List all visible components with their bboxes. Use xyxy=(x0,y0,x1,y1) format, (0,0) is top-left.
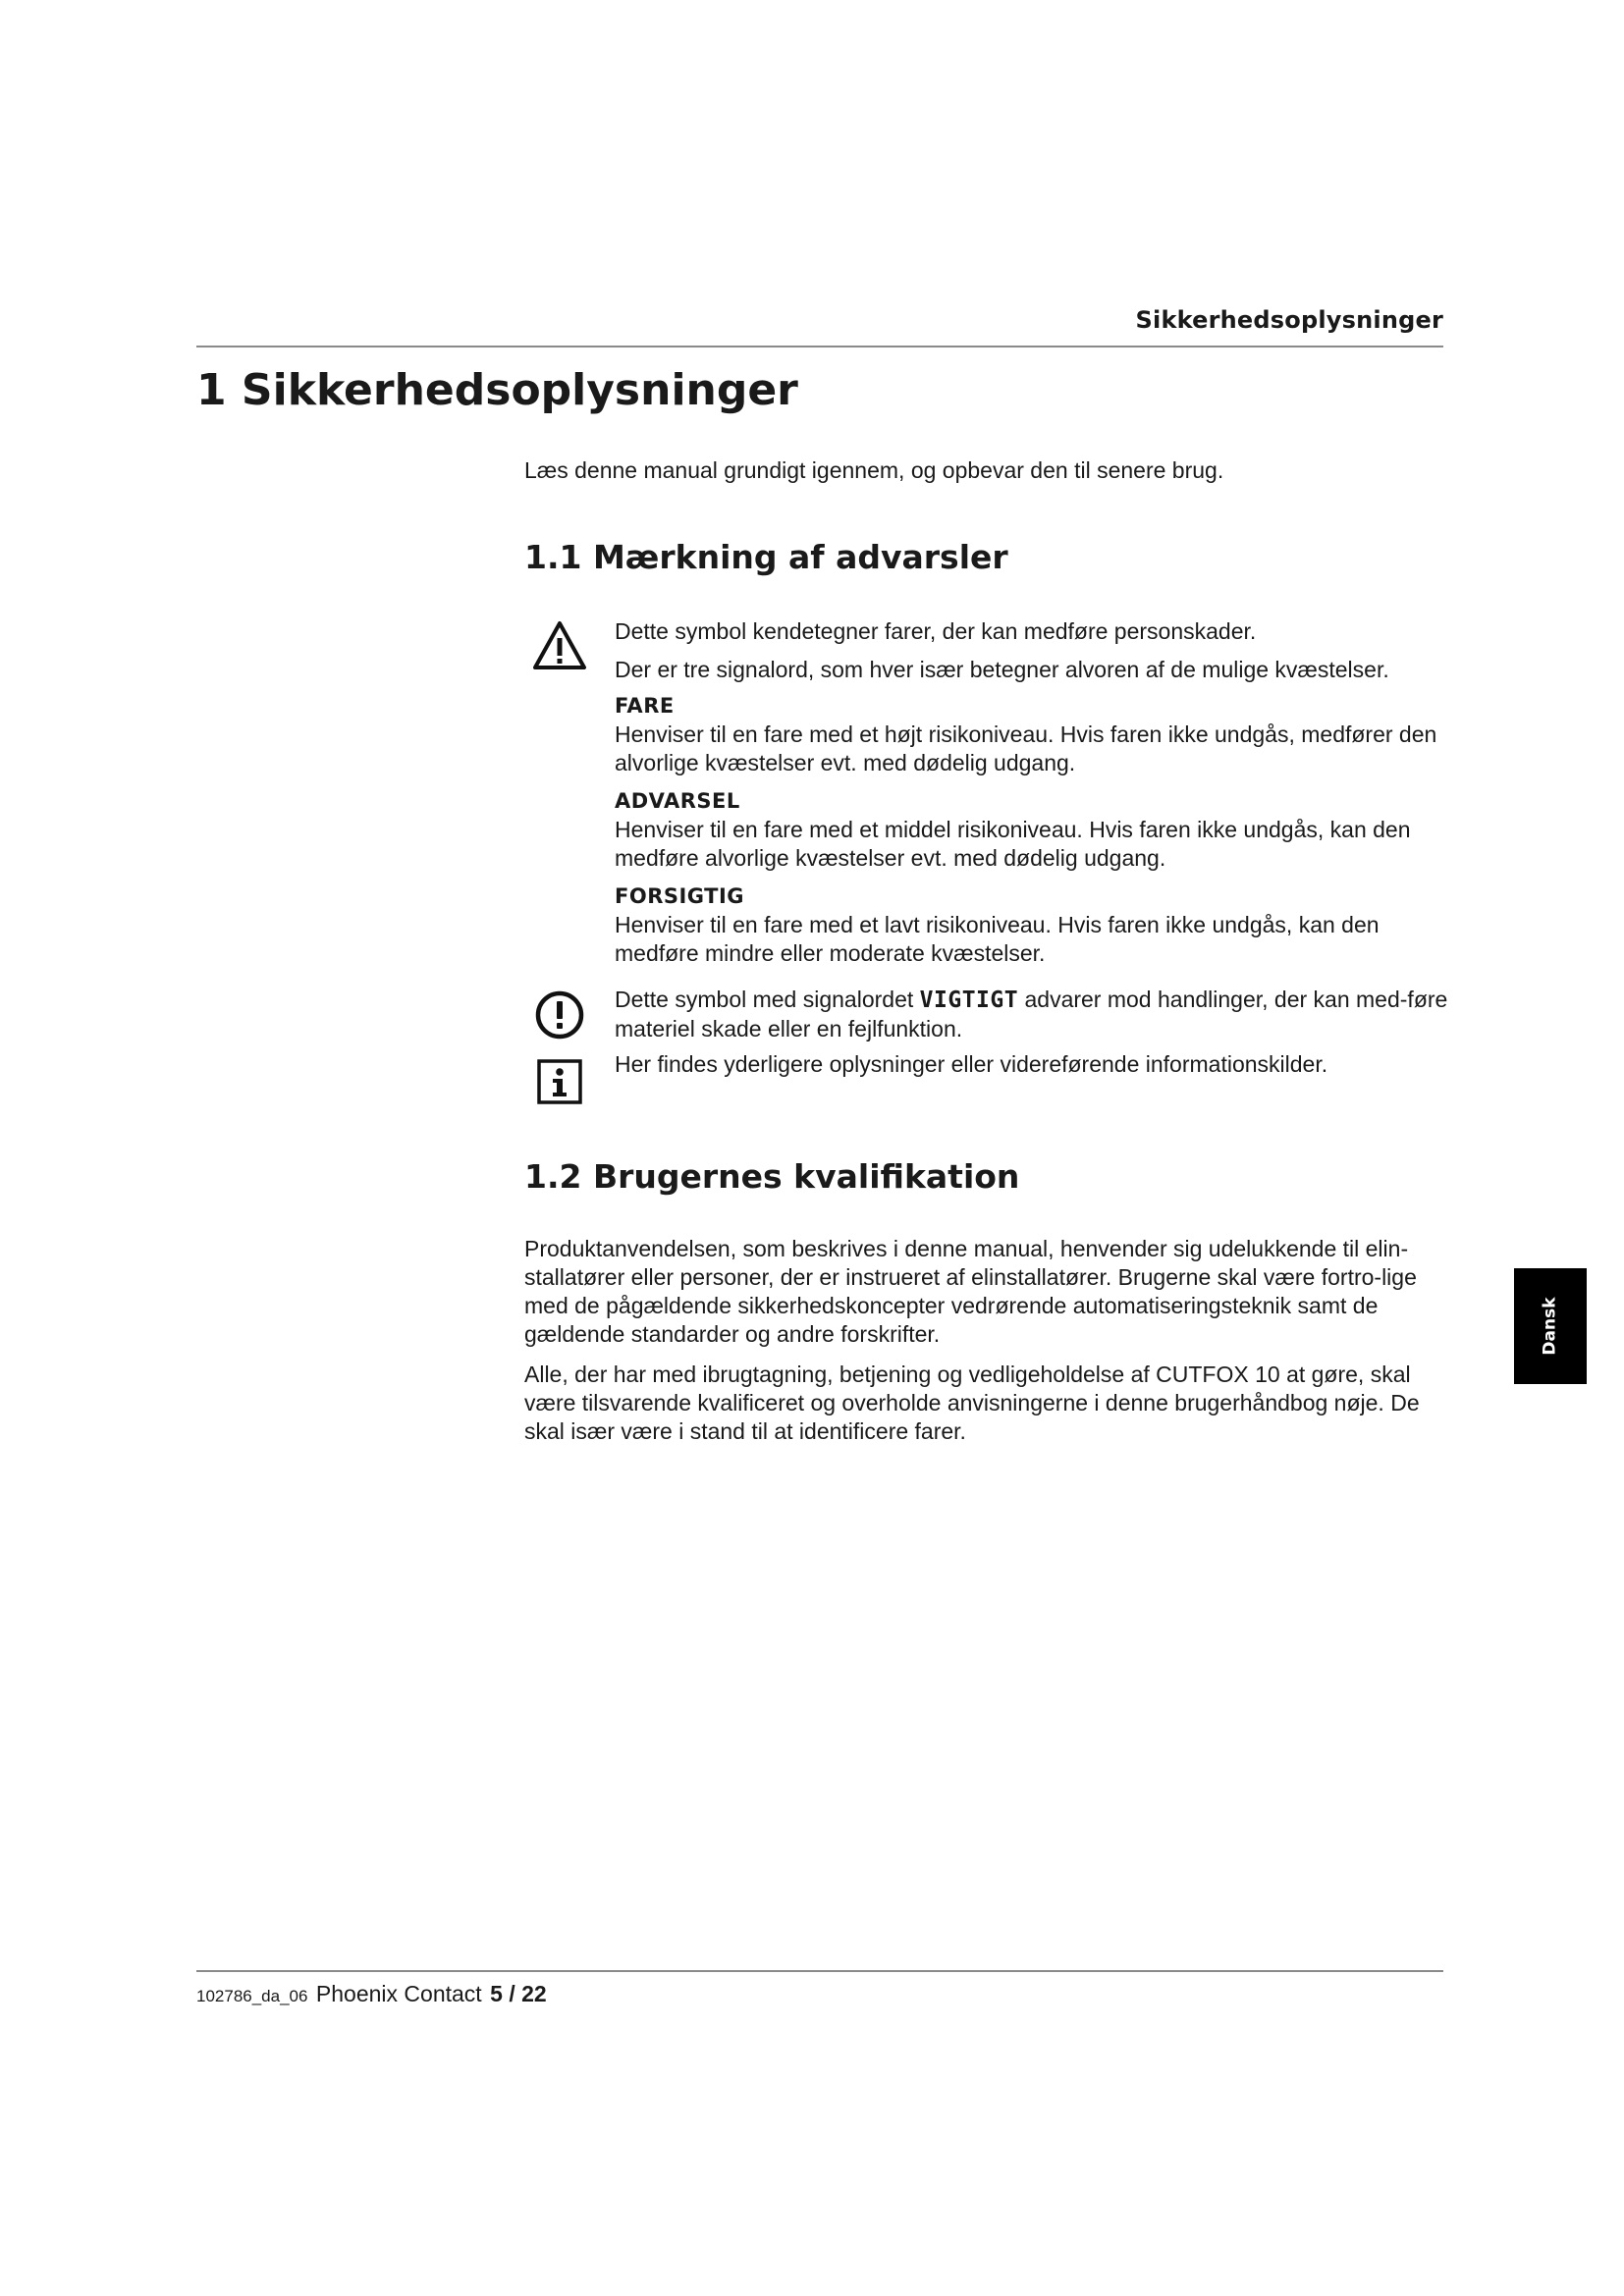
signal-text-fare: Henviser til en fare med et højt risikoniveau. Hvis faren ikke undgås, medfører den alvorlige kvæstelser evt. med dødelig udgang. xyxy=(615,721,1437,775)
signal-word-fare: FARE xyxy=(615,694,675,718)
language-tab xyxy=(1514,1268,1587,1384)
header-rule xyxy=(196,346,1443,347)
important-block xyxy=(615,986,1459,1043)
page-title: 1 Sikkerhedsoplysninger xyxy=(196,365,798,415)
info-text: Her findes yderligere oplysninger eller videreførende informationskilder. xyxy=(615,1051,1328,1077)
section-heading-1-1: 1.1 Mærkning af advarsler xyxy=(524,538,1008,576)
running-header: Sikkerhedsoplysninger xyxy=(1135,306,1443,334)
page-footer xyxy=(196,1981,547,2007)
footer-rule xyxy=(196,1970,1443,1972)
signal-word-advarsel: ADVARSEL xyxy=(615,789,740,813)
warning-triangle-icon xyxy=(530,616,589,675)
section-heading-1-2: 1.2 Brugernes kvalifikation xyxy=(524,1157,1020,1196)
warning-line-1: Dette symbol kendetegner farer, der kan medføre personskader. xyxy=(615,618,1257,644)
important-exclamation-icon xyxy=(530,986,589,1044)
signal-text-advarsel: Henviser til en fare med et middel risikoniveau. Hvis faren ikke undgås, kan den medføre alvorlige kvæstelser evt. med dødelig udgang. xyxy=(615,817,1411,871)
warning-block xyxy=(615,617,1459,968)
language-tab-label: Dansk xyxy=(1541,1297,1560,1356)
warning-line-2: Der er tre signalord, som hver især betegner alvoren af de mulige kvæstelser. xyxy=(615,657,1389,682)
signal-text-forsigtig: Henviser til en fare med et lavt risikoniveau. Hvis faren ikke undgås, kan den medføre mindre eller moderate kvæstelser. xyxy=(615,912,1380,966)
info-block xyxy=(615,1050,1459,1079)
qualification-paragraph-1: Produktanvendelsen, som beskrives i denne manual, henvender sig udelukkende til elin-stallatører eller personer, der er instrueret af elinstallatører. Brugerne skal være fortro-lige med de pågældende sikkerhedskoncepter vedrørende automatiseringsteknik samt de gældende standarder og andre forskrifter. xyxy=(524,1236,1417,1347)
important-keyword: VIGTIGT xyxy=(919,988,1019,1013)
info-icon xyxy=(530,1052,589,1111)
qualification-paragraph-2: Alle, der har med ibrugtagning, betjening og vedligeholdelse af CUTFOX 10 at gøre, skal være tilsvarende kvalificeret og overholde anvisningerne i denne brugerhåndbog nøje. De skal især være i stand til at identificere farer. xyxy=(524,1362,1420,1444)
intro-text: Læs denne manual grundigt igennem, og opbevar den til senere brug. xyxy=(524,457,1224,483)
qualification-body xyxy=(524,1235,1459,1446)
important-text-before: Dette symbol med signalordet xyxy=(615,987,914,1012)
important-text-after: advarer mod handlinger, der kan med-føre materiel skade eller en fejlfunktion. xyxy=(615,987,1448,1041)
footer-page-number: 5 / 22 xyxy=(490,1981,547,2006)
signal-word-forsigtig: FORSIGTIG xyxy=(615,884,745,908)
footer-company: Phoenix Contact xyxy=(315,1981,482,2006)
footer-doc-code: 102786_da_06 xyxy=(196,1987,308,2005)
